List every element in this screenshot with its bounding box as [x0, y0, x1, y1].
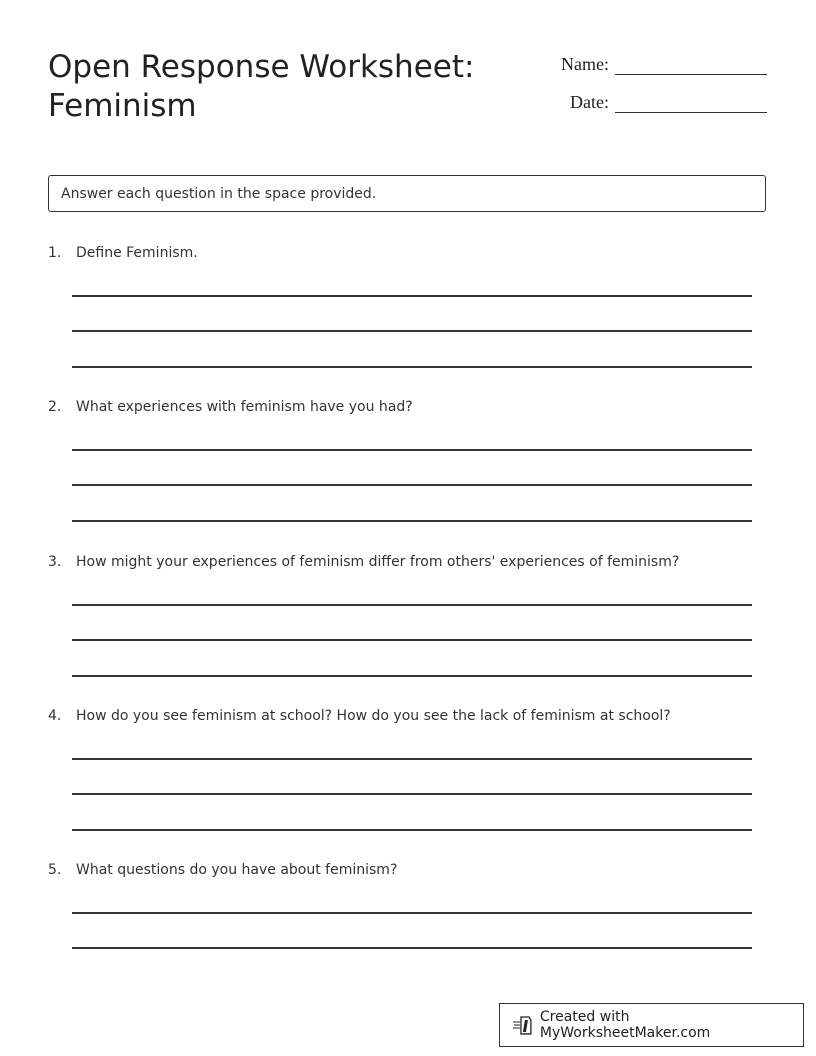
- answer-line[interactable]: [72, 912, 752, 914]
- instructions-box: Answer each question in the space provided.: [48, 175, 766, 212]
- question-text: What questions do you have about feminism?: [76, 862, 398, 878]
- question-text: Define Feminism.: [76, 245, 198, 261]
- question-number: 4.: [48, 708, 62, 724]
- question-number: 2.: [48, 399, 62, 415]
- footer-credit-box[interactable]: [499, 1003, 804, 1047]
- name-blank-line[interactable]: [615, 52, 767, 75]
- answer-line[interactable]: [72, 639, 752, 641]
- question-text-row: [48, 861, 752, 879]
- answer-line[interactable]: [72, 758, 752, 760]
- question-number: 1.: [48, 245, 62, 261]
- title-line-2: Feminism: [48, 88, 197, 124]
- question-number: 3.: [48, 554, 62, 570]
- question-5: [48, 861, 752, 879]
- question-text: How might your experiences of feminism differ from others' experiences of feminism?: [76, 554, 680, 570]
- question-2: [48, 398, 752, 416]
- answer-line[interactable]: [72, 604, 752, 606]
- title-line-1: Open Response Worksheet:: [48, 49, 475, 85]
- question-1: [48, 244, 752, 262]
- answer-line[interactable]: [72, 330, 752, 332]
- answer-line[interactable]: [72, 449, 752, 451]
- answer-line[interactable]: [72, 829, 752, 831]
- question-text-row: [48, 398, 752, 416]
- question-text: How do you see feminism at school? How do you see the lack of feminism at school?: [76, 708, 671, 724]
- name-label: Name:: [561, 54, 609, 74]
- question-text: What experiences with feminism have you had?: [76, 399, 413, 415]
- question-3: [48, 553, 752, 571]
- footer-credit-text: Created with MyWorksheetMaker.com: [539, 1009, 711, 1041]
- answer-line[interactable]: [72, 295, 752, 297]
- answer-line[interactable]: [72, 520, 752, 522]
- answer-line[interactable]: [72, 947, 752, 949]
- date-label: Date:: [570, 92, 609, 112]
- answer-line[interactable]: [72, 484, 752, 486]
- question-text-row: [48, 553, 752, 571]
- question-number: 5.: [48, 862, 62, 878]
- question-text-row: [48, 244, 752, 262]
- answer-line[interactable]: [72, 793, 752, 795]
- worksheet-maker-logo-icon: [512, 1014, 534, 1036]
- question-4: [48, 707, 752, 725]
- answer-line[interactable]: [72, 366, 752, 368]
- date-blank-line[interactable]: [615, 90, 767, 113]
- date-field: [507, 90, 767, 113]
- name-field: [507, 52, 767, 75]
- answer-line[interactable]: [72, 675, 752, 677]
- question-text-row: [48, 707, 752, 725]
- worksheet-title: [48, 48, 508, 126]
